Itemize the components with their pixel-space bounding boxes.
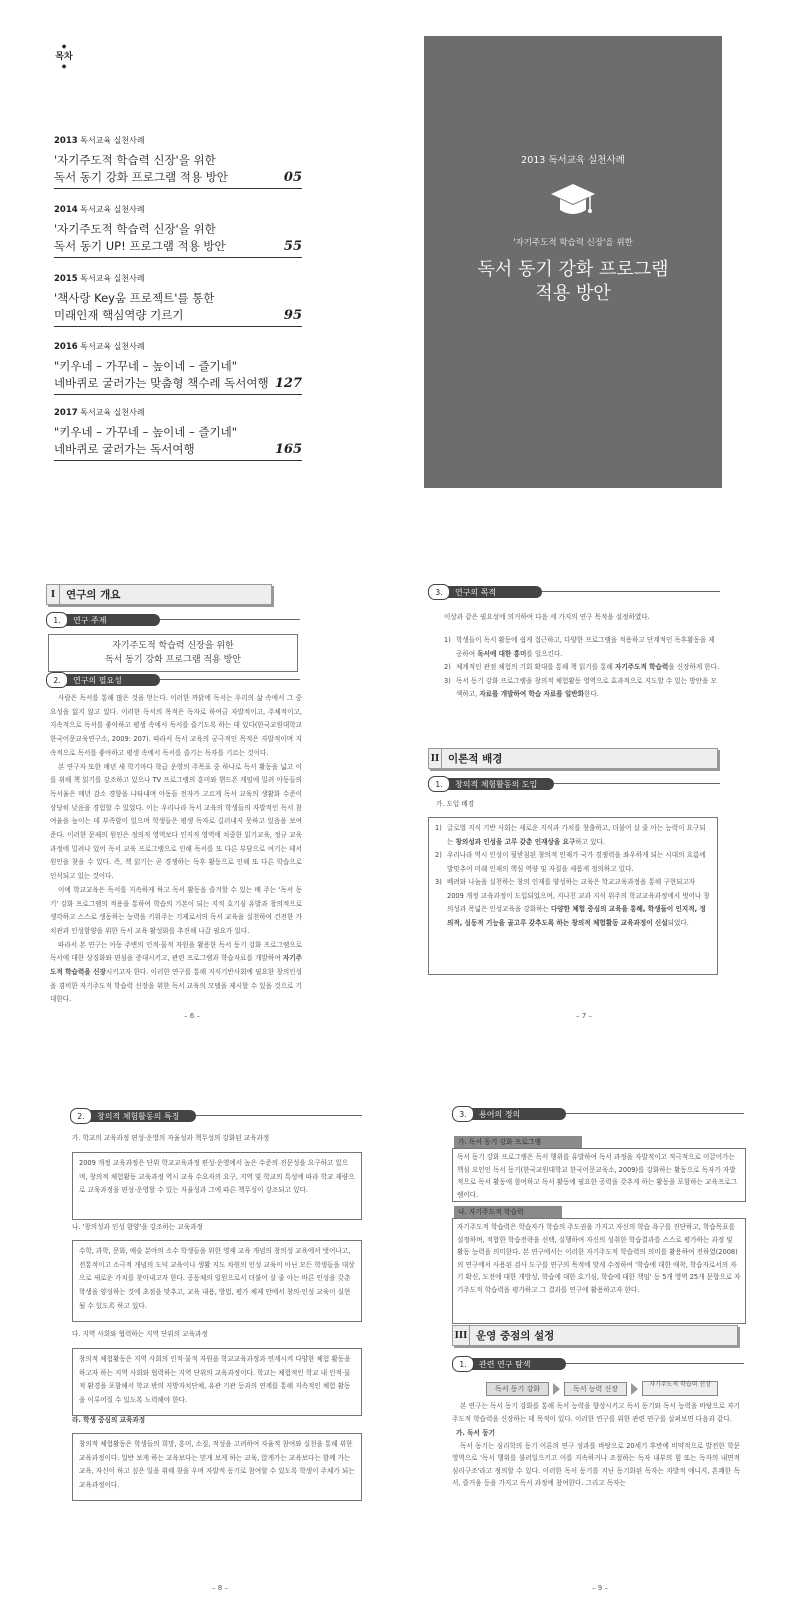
feature-c-box: 창의적 체험활동은 지역 사회의 인적·물적 자원을 학교교육과정과 연계시켜 다양한 체험 활동을 하고자 하는 지역 사회와 협력하는 지역 단위의 교육과정이다. 학교는 체험적인 학교 내 인적·물적 환경을 포함해서 학교 밖의 지방자치단체, 유관 기관 등과의 연계를 통해 지속적인 체험 활동을 이루어질 수 있도록 노력해야 한다. — [72, 1348, 362, 1416]
body-text: 사람은 독서를 통해 많은 것을 얻는다. 이러한 까닭에 독서는 우리의 삶 속에서 그 중요성을 잃지 않고 있다. 이러한 독서의 목적은 독자로 하여금 자발적이고, 주체적이고, 지속적으로 독서를 좋아하고 평생 속에서 독서를 즐기도록 하는 데 있다(한국교원대학교 한국어문교육연구소, 2009: 207). 따라서 독서 교육의 궁극적인 목적은 자발적이며 지속적으로 독서를 좋아하고 평생 속에서 독서를 즐기는 독자를 기르는 것이다. 본 연구자 또한 매년 새 학기마다 학급 운영의 주목표 중 하나로 독서 활동을 넓고 이를 위해 책 읽기를 강조하고 있으나 TV 프로그램의 흥미와 핸드폰 게임에 밀려 아동들의 독서율은 매년 감소 경향을 나타내며 아동들 전자가 고르게 독서 교육의 생활화 수준이 상당히 낮음을 경험할 수 있었다. 이는 우리나라 독서 교육의 학생들의 자발적인 독서 참여율을 높이는 데 부족함이 있으며 학생들은 평생 독자로 길러내지 못하고 있음을 보여준다. 이러한 문제의 원인은 정의적 영역보다 인지적 영역에 치중한 읽기교육, 정규 교육과정에 밀려나 있어 독서 교육 프로그램으로 인해 독서를 또 다른 부담으로 여기는 데서 원인을 찾을 수 있다. 즉, 책 읽기는 곧 경쟁하는 독후 활동으로 인해 또 다른 학습으로 인식되고 있는 것이다. 이에 학교교육은 독서를 지속하게 하고 독서 활동을 즐겨할 수 있는 배 주는 '독서 동기' 강화 프로그램의 적용을 통하여 학습의 기본이 되는 지적 호기심 유발과 창의적으로 생각하고 스스로 생동하는 능력을 키워주는 기제로서의 독서 교육을 실천하여 건전한 가치관과 인성함양을 위한 독서 교육 활성화를 추진해 나갈 필요가 있다. 따라서 본 연구는 아동 주변의 인적·물적 자원을 활용한 독서 동기 강화 프로그램으로 독서에 대한 상징화와 편심을 증대시키고, 관련 프로그램과 학습자료를 개발하여 자기주도적 학습력을 신장시키고자 한다. 이러한 연구를 통해 지식기반사회에 필요한 창의인성을 겸비한 자기주도적 학습력 신장을 위한 독서 교육의 모델을 제시할 수 있을 것으로 기대한다. — [50, 694, 302, 1004]
subheading: 3. 용어의 정의 — [454, 1108, 744, 1114]
section-heading: I 연구의 개요 — [46, 584, 272, 605]
toc-title-line2: 미래인재 핵심역량 기르기 95 — [54, 307, 302, 327]
toc-entry[interactable] — [54, 135, 302, 189]
sub-heading: 가. 독서 동기 — [456, 1429, 495, 1437]
flow-step: 독서 동기 강화 — [486, 1382, 549, 1396]
intro-text: 이상과 같은 필요성에 의거하여 다음 세 가지의 연구 목적을 설정하였다. — [444, 613, 650, 621]
feature-a-heading: 가. 학교의 교육과정 편성·운영의 자율성과 책무성의 강화된 교육과정 — [72, 1134, 270, 1142]
toc-page-number: 95 — [283, 308, 302, 323]
toc-entry[interactable] — [54, 204, 302, 258]
list-item: 1) 글로벌 지식 기반 사회는 새로운 지식과 가치를 창출하고, 더불어 살 줄 아는 능력이 요구되는 창의성과 인성을 고루 갖춘 인재상을 요구하고 있다. — [435, 824, 706, 846]
toc-title-line1: '자기주도적 학습력 신장'을 위한 — [54, 153, 216, 167]
toc-entry[interactable] — [54, 341, 302, 395]
topic-box: 자기주도적 학습력 신장을 위한 독서 동기 강화 프로그램 적용 방안 — [48, 634, 298, 672]
toc-year: 2013 독서교육 실천사례 — [54, 136, 145, 146]
feature-d-box: 창의적 체험활동은 학생들의 희망, 흥미, 소질, 적성을 고려하여 자율적 참여와 실천을 통해 위한 교육과정이다. 일반 보게 하는 교육보다는 믿게 보게 하는 교육, 앉게가는 교육보다는 함께 가는 교육, 자신이 하고 싶은 일을 위해 찾을 우며 자발적 동기로 참여할 수 있도록 학생이 주체가 되는 교육과정이다. — [72, 1433, 362, 1501]
subheading: 2. 연구의 필요성 — [48, 674, 300, 680]
cover-subtitle: '자기주도적 학습력 신장'을 위한 — [513, 238, 633, 248]
subheading: 1. 관련 연구 탐색 — [454, 1358, 744, 1364]
subheading: 2. 창의적 체험활동의 특징 — [72, 1110, 362, 1116]
term-b-heading: 나. 자기주도적 학습력 — [454, 1206, 562, 1218]
arrow-right-icon — [631, 1383, 638, 1395]
toc-title-line2: 독서 동기 UP! 프로그램 적용 방안 55 — [54, 238, 302, 258]
section-heading: II 이론적 배경 — [428, 748, 718, 769]
toc-page-number: 05 — [283, 170, 302, 185]
graduation-cap-icon — [550, 182, 596, 222]
objective-list — [444, 634, 720, 702]
feature-b-box: 수학, 과학, 문화, 예술 분야의 소수 학생들을 위한 영재 교육 개념의 창의성 교육에서 벗어나고, 전통적이고 소극적 개념의 도덕 교육이나 생활 지도 차원의 인성 교육이 아닌 모든 학생들을 대상으로 새로운 가치를 찾아내고자 한다. 공동체의 일원으로서 더불어 살 줄 아는 바른 인성을 갖춘 학생을 양성하는 것에 초점을 맞추고, 교육 내용, 방법, 평가 체제 안에서 창의·인성 교육이 실현될 수 있도록 하고 있다. — [72, 1240, 362, 1322]
list-item: 3) 독서 동기 강화 프로그램을 창의적 체험활동 영역으로 효과적으로 지도할 수 있는 방안을 모색하고, 자료를 개발하여 학습 자료를 일반화한다. — [444, 676, 717, 698]
toc-year: 2016 독서교육 실천사례 — [54, 342, 145, 352]
list-item: 2) 체계적인 관점 체험의 기회 확대를 통해 책 읽기를 통해 자기주도적 학습력을 신장하게 한다. — [444, 663, 720, 671]
list-item: 3) 배려와 나눔을 실천하는 창의 인재를 양성하는 교육은 학교교육과정을 통해 구현되고자 2009 개정 교육과정이 도입되었으며, 지나친 교과 지식 위주의 학교교육과정에서 벗어나 창의성과 폭넓은 인성교육을 강화하는 다양한 체험 중심의 교육을 통해, 학생들이 인지적, 정의적, 심동적 기능을 골고루 갖추도록 하는 창의적 체험활동 교육과정이 신설되었다. — [435, 878, 710, 927]
toc-title-line2: 네바퀴로 굴러가는 맞춤형 책수레 독서여행 127 — [54, 375, 302, 395]
page-number: – 7 – — [576, 1012, 592, 1020]
flow-step: 독서 능력 신장 — [564, 1382, 627, 1396]
term-b-box: 자기주도적 학습력은 학습자가 학습의 주도권을 가지고 자신의 학습 욕구를 진단하고, 학습목표를 설정하며, 적합한 학습전략을 선택, 실행하여 자신의 성취한 학습결과를 스스로 평가하는 과정 및 활동 능력을 의미한다. 본 연구에서는 이러한 자기주도적 학습력의 의미를 활용하여 전하였(2008)의 연구에서 사용된 검사 도구를 연구의 목적에 맞게 수정하여 '학습에 대한 애착, 학습자로서의 자기 확신, 도전에 대한 개방성, 학습에 대한 호기심, 학습에 대한 책임' 등 5개 영역 25개 문항으로 자기주도적 학습력을 평가하고 그 결과를 연구에 활용하고자 한다. — [452, 1218, 746, 1324]
toc-year: 2017 독서교육 실천사례 — [54, 408, 145, 418]
cover-panel — [424, 36, 722, 488]
flow-diagram — [486, 1381, 718, 1396]
toc-title-line1: '책사랑 Key움 프로젝트'를 통한 — [54, 291, 215, 305]
cover-year-line: 2013 독서교육 실천사례 — [521, 155, 625, 166]
term-a-box: 독서 동기 강화 프로그램은 독서 행위를 유발하여 독서 과정을 자발적이고 적극적으로 이끌어가는 핵심 요인인 독서 동기(한국교원대학교 한국어문교육소, 2009)를 강화하는 활동으로 독자가 자발적으로 독서 활동에 참여하고 독서 활동에 필요한 공력을 갖추게 하는 활동을 포함하는 교육프로그램이다. — [452, 1148, 746, 1202]
toc-page-number: 165 — [274, 442, 302, 457]
feature-b-heading: 나. '창의성과 인성 함양'을 강조하는 교육과정 — [72, 1223, 203, 1231]
subheading: 3. 연구의 목적 — [430, 586, 720, 592]
toc-year: 2014 독서교육 실천사례 — [54, 205, 145, 215]
diamond-icon: ◆ — [61, 63, 67, 70]
cover-title-line2: 적용 방안 — [535, 283, 611, 304]
arrow-right-icon — [553, 1383, 560, 1395]
toc-title-line1: "키우네 – 가꾸네 – 높이네 – 즐기네" — [54, 425, 238, 439]
body-text: 본 연구는 독서 동기 강화를 통해 독서 능력을 향상시키고 독서 동기와 독서 능력을 바탕으로 자기주도적 학습력을 신장하는 데 목적이 있다. 이러한 연구를 위한 관련 연구를 살펴보면 다음과 같다. 가. 독서 동기 독서 동기는 심리학의 동기 이론의 연구 성과를 바탕으로 20세기 후반에 비약적으로 발전한 학문 영역으로 '독서 행위를 불러일으키고 이를 지속하거나 조절하는 독자 내부의 힘 또는 독자의 내면적 심리구조'라고 정의할 수 있다. 이러한 독서 동기를 지닌 동기화된 독자는 자발적 애니지, 흔쾌한 독서, 즐거움 등을 가지고 독서 과정에 참여한다. 그리고 독자는 — [452, 1402, 740, 1487]
toc-year: 2015 독서교육 실천사례 — [54, 274, 145, 284]
diamond-icon: ◆ — [61, 43, 67, 50]
toc-title-line2: 네바퀴로 굴러가는 독서여행 165 — [54, 441, 302, 461]
flow-step: 자기주도적 학습력 신장 — [642, 1381, 718, 1396]
toc-page-number: 127 — [274, 376, 302, 391]
feature-a-box: 2009 개정 교육과정은 단위 학교교육과정 편성·운영에서 높은 수준의 전문성을 요구하고 있으며, 창의적 체험활동 교육과정 역시 교육 수요자의 요구, 지역 및 학교의 특성에 따라 학교 재량으로 교육과정을 편성·운영할 수 있는 자율성과 그에 따른 책무성이 강조되고 있다. — [72, 1152, 362, 1220]
toc-entry[interactable] — [54, 273, 302, 327]
page-number: – 8 – — [212, 1584, 228, 1592]
list-item: 1) 학생들이 독서 활동에 쉽게 접근하고, 다양한 프로그램을 적용하고 단계적인 독후활동을 제공하여 독서에 대한 흥미를 일으킨다. — [444, 636, 715, 658]
subheading: 1. 창의적 체험활동의 도입 — [430, 778, 720, 784]
toc-label: ◆ 목차 ◆ — [55, 43, 73, 70]
feature-d-heading: 라. 학생 중심의 교육과정 — [72, 1416, 146, 1424]
sub-heading-a: 가. 도입 배경 — [436, 800, 475, 808]
toc-title-line1: "키우네 – 가꾸네 – 높이네 – 즐기네" — [54, 359, 238, 373]
page-number: – 6 – — [184, 1012, 200, 1020]
section-heading: III 운영 중점의 설정 — [452, 1325, 738, 1346]
feature-c-heading: 다. 지역 사회와 협력하는 지역 단위의 교육과정 — [72, 1330, 208, 1338]
page-number: – 9 – — [592, 1584, 608, 1592]
subheading: 1. 연구 주제 — [48, 614, 300, 620]
toc-page-number: 55 — [283, 239, 302, 254]
list-item: 2) 우리나라 역시 인성이 뒷받침된 창의적 인재가 국가 경쟁력을 좌우하게 되는 시대의 흐름에 발맞추어 미래 인재의 핵심 역량 및 자질을 새롭게 정의하고 있다. — [435, 851, 706, 873]
toc-entry[interactable] — [54, 407, 302, 461]
toc-title-line1: '자기주도적 학습력 신장'을 위한 — [54, 222, 216, 236]
term-a-heading: 가. 독서 동기 강화 프로그램 — [454, 1136, 582, 1148]
toc-title-line2: 독서 동기 강화 프로그램 적용 방안 05 — [54, 169, 302, 189]
background-box — [428, 817, 718, 975]
cover-title-line1: 독서 동기 강화 프로그램 — [477, 259, 669, 280]
